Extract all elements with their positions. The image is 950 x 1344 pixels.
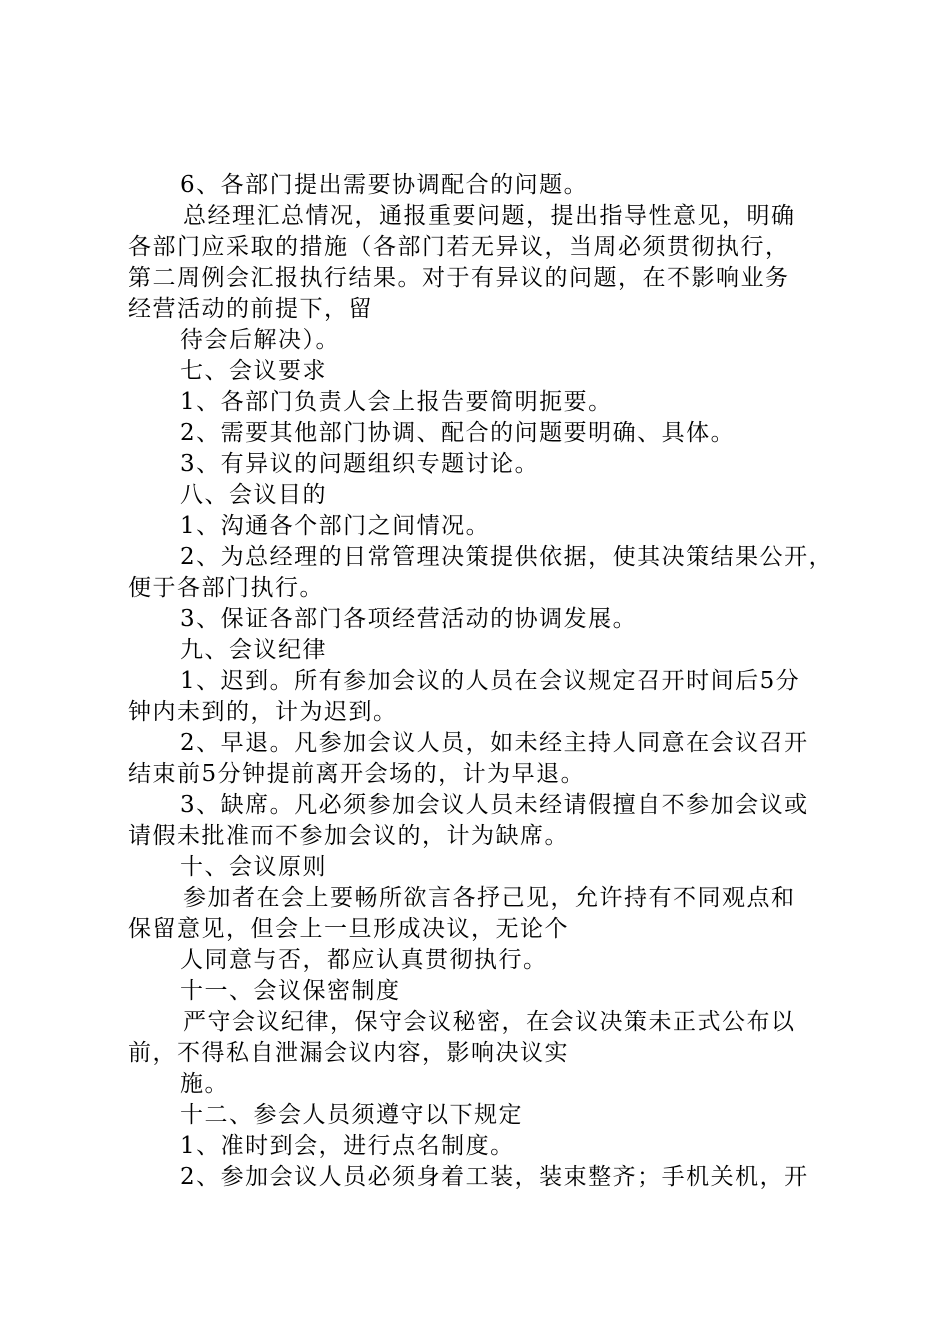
text-line: 待会后解决）。 bbox=[180, 327, 340, 353]
text-line: 便于各部门执行。 bbox=[128, 575, 324, 601]
text-line: 3、有异议的问题组织专题讨论。 bbox=[180, 451, 540, 477]
text-line: 人同意与否，都应认真贯彻执行。 bbox=[180, 947, 548, 973]
text-line: 经营活动的前提下，留 bbox=[128, 296, 373, 322]
text-line: 2、为总经理的日常管理决策提供依据，使其决策结果公开， bbox=[180, 544, 834, 570]
text-line: 参加者在会上要畅所欲言各抒己见，允许持有不同观点和 bbox=[183, 885, 796, 911]
text-line: 十、会议原则 bbox=[180, 854, 327, 880]
text-line: 6、各部门提出需要协调配合的问题。 bbox=[180, 172, 589, 198]
text-line: 九、会议纪律 bbox=[180, 637, 327, 663]
text-line: 1、准时到会，进行点名制度。 bbox=[180, 1133, 515, 1159]
text-line: 十一、会议保密制度 bbox=[180, 978, 401, 1004]
text-line: 2、需要其他部门协调、配合的问题要明确、具体。 bbox=[180, 420, 736, 446]
text-line: 总经理汇总情况，通报重要问题，提出指导性意见，明确 bbox=[183, 203, 796, 229]
document-body bbox=[128, 170, 840, 1193]
text-line: 结束前5分钟提前离开会场的，计为早退。 bbox=[128, 761, 586, 787]
text-line: 八、会议目的 bbox=[180, 482, 327, 508]
text-line: 1、各部门负责人会上报告要简明扼要。 bbox=[180, 389, 613, 415]
text-line: 3、保证各部门各项经营活动的协调发展。 bbox=[180, 606, 638, 632]
text-line: 请假未批准而不参加会议的，计为缺席。 bbox=[128, 823, 569, 849]
text-line: 1、迟到。所有参加会议的人员在会议规定召开时间后5分 bbox=[180, 668, 801, 694]
text-line: 第二周例会汇报执行结果。对于有异议的问题，在不影响业务 bbox=[128, 265, 790, 291]
text-line: 钟内未到的，计为迟到。 bbox=[128, 699, 398, 725]
text-line: 2、参加会议人员必须身着工装，装束整齐；手机关机，开 bbox=[180, 1164, 809, 1190]
text-line: 3、缺席。凡必须参加会议人员未经请假擅自不参加会议或 bbox=[180, 792, 809, 818]
text-line: 保留意见，但会上一旦形成决议，无论个 bbox=[128, 916, 569, 942]
text-line: 施。 bbox=[180, 1071, 229, 1097]
text-line: 前，不得私自泄漏会议内容，影响决议实 bbox=[128, 1040, 569, 1066]
text-line: 2、早退。凡参加会议人员，如未经主持人同意在会议召开 bbox=[180, 730, 809, 756]
text-line: 七、会议要求 bbox=[180, 358, 327, 384]
text-line: 1、沟通各个部门之间情况。 bbox=[180, 513, 491, 539]
text-line: 严守会议纪律，保守会议秘密，在会议决策未正式公布以 bbox=[183, 1009, 796, 1035]
text-line: 各部门应采取的措施（各部门若无异议，当周必须贯彻执行， bbox=[128, 234, 790, 260]
text-line: 十二、参会人员须遵守以下规定 bbox=[180, 1102, 523, 1128]
